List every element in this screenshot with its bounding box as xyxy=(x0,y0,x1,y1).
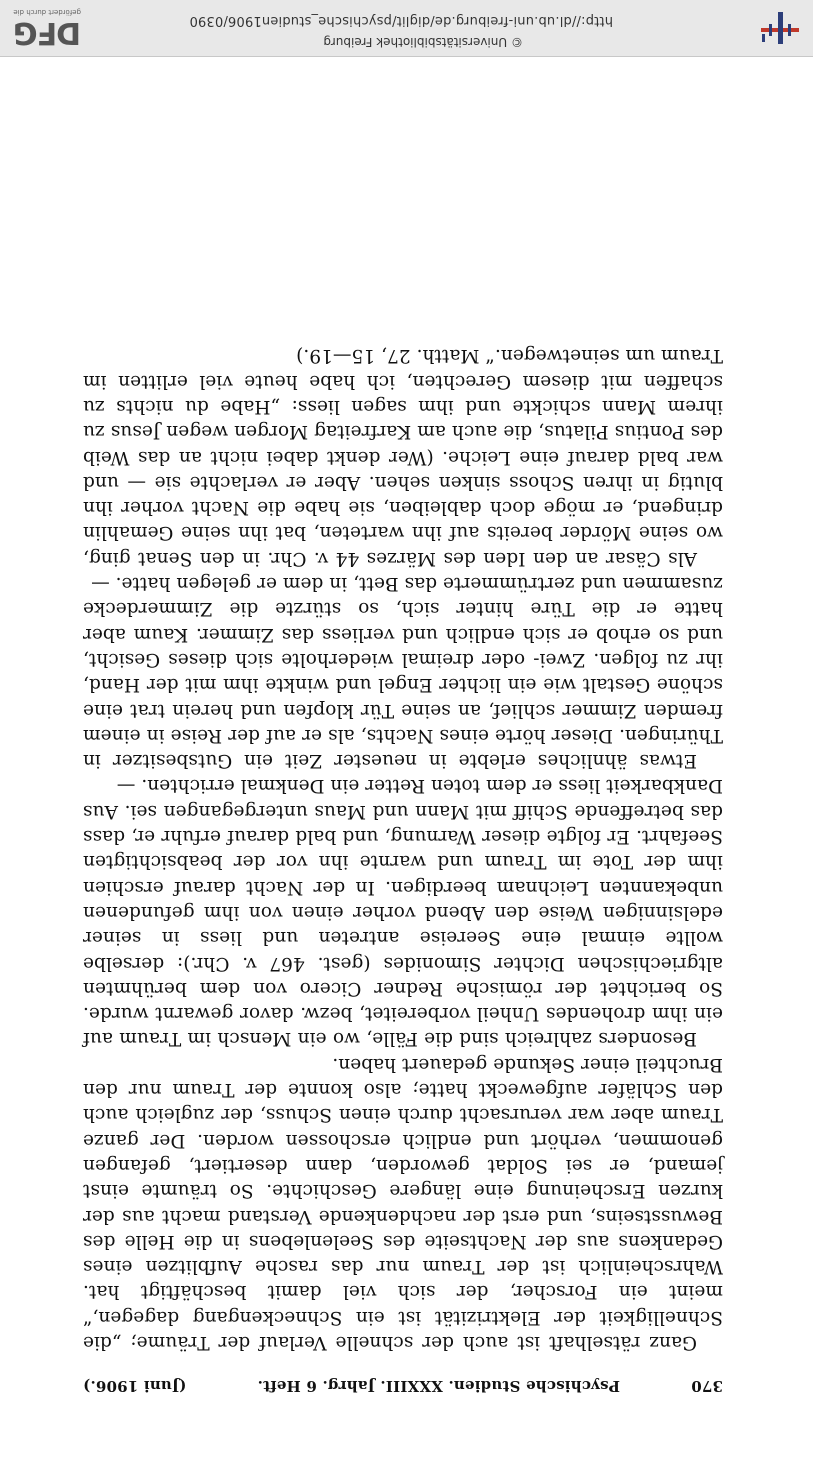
page-content xyxy=(83,343,723,1395)
document-url[interactable]: http://dl.ub.uni-freiburg.de/diglit/psychische_studien1906/0390 xyxy=(189,13,613,28)
running-header xyxy=(83,1371,723,1395)
viewer-footer-bar xyxy=(0,0,813,57)
paragraph-3: Etwas ähnliches erlebte in neuester Zeit ein Gutsbesitzer in Thüringen. Dieser hörte eines Nachts, als er auf der Reise in einem fremden Zimmer schlief, an seine Tür klopfen und herein trat eine schöne Gestalt wie ein lichter Engel und winkte ihm mit der Hand, ihr zu folgen. Zwei- oder dreimal wiederholte sich dieses Gesicht, und so erhob er sich endlich und verliess das Zimmer. Kaum aber hatte er die Türe hinter sich, so stürzte die Zimmerdecke zusammen und zertrümmerte das Bett, in dem er gelegen hatte. — xyxy=(83,573,723,772)
paragraph-4: Als Cäsar an den Iden des Märzes 44 v. Chr. in den Senat ging, wo seine Mörder bereits auf ihn warteten, bat ihn seine Gemahlin dringend, er möge doch dableiben, sie habe die Nacht vorher ihn blutig in ihren Schoss sinken sehen. Aber er verlachte sie — und war bald darauf eine Leiche. (Wer denkt dabei nicht an das Weib des Pontius Pilatus, die auch am Karfreitag Morgen wegen Jesus zu ihrem Mann schickte und ihm sagen liess: „Habe du nichts zu schaffen mit diesem Gerechten, ich habe heute viel erlitten im Traum um seinetwegen.“ Matth. 27, 15—19.) xyxy=(83,345,723,569)
issue-date: (Juni 1906.) xyxy=(83,1377,187,1395)
page-number: 370 xyxy=(691,1377,723,1395)
university-library-logo-icon xyxy=(757,6,803,50)
journal-title: Psychische Studien. XXXIII. Jahrg. 6 Heft. xyxy=(257,1377,621,1395)
dfg-logo xyxy=(1,6,81,50)
copyright-notice: © Universitätsbibliothek Freiburg xyxy=(323,35,523,49)
dfg-subtext: gefördert durch die xyxy=(13,8,81,16)
paragraph-1: Ganz rätselhaft ist auch der schnelle Verlauf der Träume; „die Schnelligkeit der Elektrizität ist ein Schneckengang dagegen,“ meint ein Forscher, der sich viel damit beschäftigt hat. Wahrscheinlich ist der Traum nur das rasche Aufblitzen eines Gedankens aus der Nachtseite des Seelenlebens in die Helle des Bewusstseins, und erst der nachdenkende Verstand macht aus der kurzen Erscheinung eine längere Geschichte. So träumte einst jemand, er sei Soldat geworden, dann desertiert, gefangen genommen, verhört und endlich erschossen worden. Der ganze Traum aber war verursacht durch einen Schuss, der zugleich auch den Schläfer aufgeweckt hatte; also konnte der Traum nur den Bruchteil einer Sekunde gedauert haben. xyxy=(83,1053,723,1353)
dfg-logo-text: DFG xyxy=(13,15,81,50)
paragraph-2: Besonders zahlreich sind die Fälle, wo ein Mensch im Traum auf ein ihm drohendes Unheil vorbereitet, bezw. davor gewarnt wurde. So berichtet der römische Redner Cicero von dem berühmten altgriechischen Dichter Simonides (gest. 467 v. Chr.): derselbe wollte einmal eine Seereise antreten und liess in seiner edelsinnigen Weise den Abend vorher einen von ihm gefundenen unbekannten Leichnam beerdigen. In der Nacht darauf erschien ihm der Tote im Traum und warnte ihn vor der beabsichtigten Seefahrt. Er folgte dieser Warnung, und bald darauf erfuhr er, dass das betreffende Schiff mit Mann und Maus untergegangen sei. Aus Dankbarkeit liess er dem toten Retter ein Denkmal errichten. — xyxy=(83,775,723,1050)
